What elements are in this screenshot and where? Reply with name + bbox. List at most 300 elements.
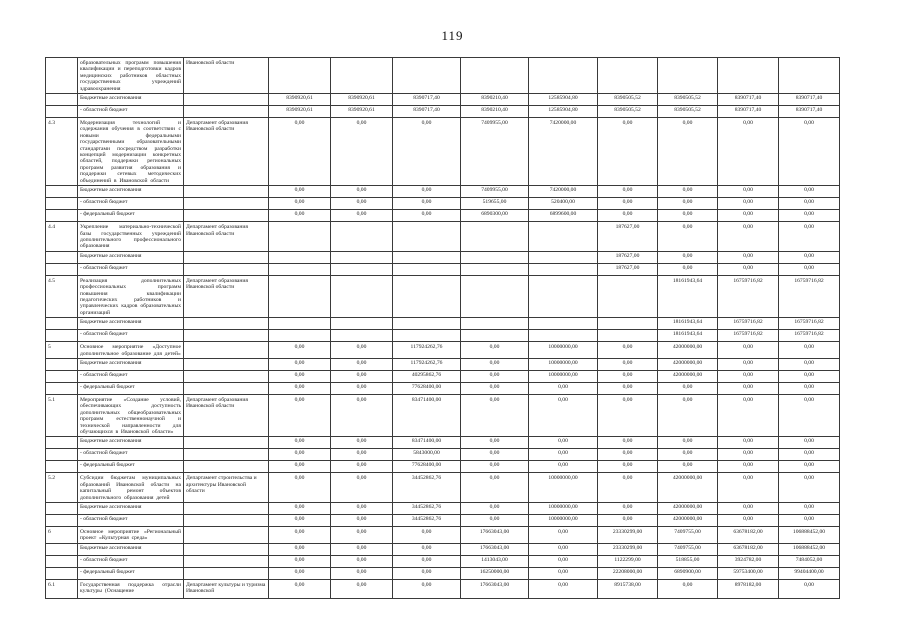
value-cell: 0,00 [598, 449, 658, 461]
activity-name-cell: Субсидии бюджетам муниципальных образований Ивановской области на капитальный ремонт объектов дополнительного образования детей [78, 473, 184, 503]
value-cell: 0,00 [779, 210, 840, 222]
value-cell [269, 222, 331, 252]
executor-cell: Ивановской области [184, 58, 269, 94]
value-cell: 34452862,76 [393, 473, 461, 503]
value-cell [393, 330, 461, 342]
budget-line-row [46, 94, 840, 106]
program-item-row [46, 579, 840, 598]
row-number-cell [46, 94, 78, 106]
value-cell: 0,00 [779, 370, 840, 382]
value-cell: 0,00 [658, 437, 718, 449]
value-cell [461, 58, 529, 94]
value-cell: 106888452,00 [779, 527, 840, 544]
row-number-cell [46, 358, 78, 370]
activity-name-cell: Основное мероприятие «Региональный проект «Культурная среда» [78, 527, 184, 544]
value-cell [393, 222, 461, 252]
value-cell: 0,00 [718, 342, 779, 359]
value-cell: 0,00 [658, 251, 718, 263]
value-cell: 63678182,00 [718, 543, 779, 555]
activity-name-cell: Модернизация технологий и содержания обучения в соответствии с новыми федеральными государственными образовательными стандартами посредством разработки концепций модернизации конкретных областей, поддержки региональных программ развития образования и поддержки сетевых методических объединений в Ивановской области [78, 118, 184, 186]
value-cell: 3924782,00 [718, 555, 779, 567]
value-cell: 0,00 [269, 527, 331, 544]
value-cell: 0,00 [529, 437, 598, 449]
value-cell: 0,00 [269, 118, 331, 186]
budget-line-label-cell: - областной бюджет [78, 198, 184, 210]
value-cell: 0,00 [529, 449, 598, 461]
executor-cell [184, 330, 269, 342]
activity-name-cell: Мероприятие «Создание условий, обеспечивающих доступность дополнительных общеобразовательных программ естественнонаучной и технической направленности для обучающихся в Ивановской области» [78, 394, 184, 436]
value-cell: 42000000,00 [658, 515, 718, 527]
value-cell [461, 318, 529, 330]
value-cell: 0,00 [461, 382, 529, 394]
budget-line-label-cell: - областной бюджет [78, 106, 184, 118]
value-cell [269, 275, 331, 317]
value-cell: 0,00 [269, 473, 331, 503]
value-cell [331, 251, 393, 263]
activity-name-cell: образовательных программ повышения квалификации и переподготовки кадров медицинских работников областных государственных учреждений здравоохранения [78, 58, 184, 94]
budget-line-row [46, 330, 840, 342]
value-cell: 0,00 [658, 210, 718, 222]
value-cell: 0,00 [331, 515, 393, 527]
value-cell: 7420000,00 [529, 186, 598, 198]
value-cell: 0,00 [331, 567, 393, 579]
value-cell: 0,00 [331, 579, 393, 598]
executor-cell [184, 449, 269, 461]
value-cell: 0,00 [461, 515, 529, 527]
value-cell: 77628400,00 [393, 382, 461, 394]
budget-line-label-cell: Бюджетные ассигнования [78, 437, 184, 449]
value-cell: 12585904,80 [529, 106, 598, 118]
value-cell: 10000000,00 [529, 503, 598, 515]
value-cell: 0,00 [269, 358, 331, 370]
activity-name-cell: Реализация дополнительных профессиональных программ повышения квалификации педагогических работников и управленческих кадров образовательных организаций [78, 275, 184, 317]
value-cell [461, 251, 529, 263]
row-number-cell: 5 [46, 342, 78, 359]
value-cell [393, 263, 461, 275]
value-cell: 0,00 [331, 394, 393, 436]
value-cell: 0,00 [718, 382, 779, 394]
program-item-row [46, 275, 840, 317]
program-item-row [46, 394, 840, 436]
value-cell: 0,00 [598, 394, 658, 436]
row-number-cell [46, 382, 78, 394]
value-cell: 0,00 [718, 370, 779, 382]
value-cell: 6890300,00 [461, 210, 529, 222]
value-cell: 7484052,00 [779, 555, 840, 567]
executor-cell [184, 106, 269, 118]
budget-line-row [46, 186, 840, 198]
value-cell: 7409755,00 [658, 527, 718, 544]
value-cell: 0,00 [331, 210, 393, 222]
value-cell: 0,00 [779, 579, 840, 598]
value-cell: 23330299,00 [598, 543, 658, 555]
value-cell: 0,00 [461, 370, 529, 382]
budget-line-row [46, 318, 840, 330]
value-cell: 0,00 [598, 358, 658, 370]
value-cell: 40295862,76 [393, 370, 461, 382]
executor-cell: Департамент образования Ивановской области [184, 222, 269, 252]
row-number-cell [46, 58, 78, 94]
value-cell: 0,00 [331, 503, 393, 515]
row-number-cell [46, 503, 78, 515]
value-cell: 0,00 [779, 186, 840, 198]
activity-name-cell: Укрепление материально-технической базы государственных учреждений дополнительного профессионального образования [78, 222, 184, 252]
budget-line-label-cell: - областной бюджет [78, 370, 184, 382]
value-cell: 0,00 [393, 198, 461, 210]
value-cell: 0,00 [779, 222, 840, 252]
value-cell: 0,00 [461, 358, 529, 370]
value-cell [461, 222, 529, 252]
value-cell [529, 58, 598, 94]
activity-name-cell: Государственная поддержка отрасли культуры (Оснащение [78, 579, 184, 598]
budget-line-row [46, 461, 840, 473]
value-cell: 0,00 [461, 449, 529, 461]
value-cell: 0,00 [529, 579, 598, 598]
value-cell: 0,00 [598, 186, 658, 198]
value-cell: 0,00 [331, 198, 393, 210]
value-cell: 5843000,00 [393, 449, 461, 461]
budget-line-label-cell: Бюджетные ассигнования [78, 503, 184, 515]
budget-line-label-cell: - областной бюджет [78, 555, 184, 567]
value-cell: 0,00 [269, 579, 331, 598]
budget-line-label-cell: - областной бюджет [78, 330, 184, 342]
value-cell: 0,00 [779, 515, 840, 527]
executor-cell [184, 382, 269, 394]
value-cell: 0,00 [269, 437, 331, 449]
program-item-row [46, 342, 840, 359]
program-item-row [46, 222, 840, 252]
value-cell: 8390717,40 [779, 94, 840, 106]
row-number-cell [46, 567, 78, 579]
value-cell [529, 251, 598, 263]
value-cell: 10000000,00 [529, 342, 598, 359]
value-cell: 0,00 [779, 449, 840, 461]
value-cell: 0,00 [779, 118, 840, 186]
value-cell: 117924262,76 [393, 342, 461, 359]
value-cell: 7420000,00 [529, 118, 598, 186]
value-cell: 0,00 [598, 342, 658, 359]
executor-cell: Департамент строительства и архитектуры Ивановской области [184, 473, 269, 503]
row-number-cell [46, 370, 78, 382]
value-cell: 0,00 [269, 515, 331, 527]
value-cell: 16759716,82 [718, 318, 779, 330]
value-cell: 0,00 [718, 222, 779, 252]
value-cell: 0,00 [461, 473, 529, 503]
value-cell: 0,00 [658, 198, 718, 210]
budget-line-label-cell: - федеральный бюджет [78, 461, 184, 473]
value-cell: 42000000,00 [658, 358, 718, 370]
executor-cell [184, 198, 269, 210]
program-item-row [46, 527, 840, 544]
program-item-row [46, 58, 840, 94]
value-cell: 7409955,00 [461, 186, 529, 198]
row-number-cell [46, 210, 78, 222]
value-cell: 0,00 [779, 382, 840, 394]
value-cell [393, 318, 461, 330]
value-cell: 0,00 [331, 461, 393, 473]
value-cell: 0,00 [269, 555, 331, 567]
budget-line-label-cell: - областной бюджет [78, 263, 184, 275]
value-cell: 8390920,61 [331, 106, 393, 118]
value-cell: 8390505,52 [598, 94, 658, 106]
value-cell: 0,00 [779, 358, 840, 370]
value-cell: 0,00 [393, 527, 461, 544]
page-number: 119 [441, 28, 464, 43]
value-cell: 0,00 [269, 186, 331, 198]
value-cell: 0,00 [658, 263, 718, 275]
value-cell: 0,00 [461, 437, 529, 449]
value-cell: 0,00 [331, 473, 393, 503]
value-cell: 0,00 [393, 210, 461, 222]
value-cell: 520400,00 [529, 198, 598, 210]
value-cell: 0,00 [269, 461, 331, 473]
budget-line-row [46, 555, 840, 567]
value-cell: 6890900,00 [658, 567, 718, 579]
value-cell: 10000000,00 [529, 358, 598, 370]
executor-cell [184, 461, 269, 473]
value-cell: 0,00 [331, 186, 393, 198]
value-cell: 16759716,82 [718, 330, 779, 342]
value-cell: 16250000,00 [461, 567, 529, 579]
budget-line-row [46, 106, 840, 118]
value-cell: 0,00 [718, 394, 779, 436]
value-cell: 8390920,61 [269, 94, 331, 106]
value-cell: 0,00 [718, 198, 779, 210]
value-cell: 0,00 [598, 473, 658, 503]
budget-line-row [46, 437, 840, 449]
executor-cell [184, 503, 269, 515]
row-number-cell: 4.4 [46, 222, 78, 252]
value-cell: 0,00 [529, 461, 598, 473]
budget-line-label-cell: - областной бюджет [78, 449, 184, 461]
row-number-cell: 6 [46, 527, 78, 544]
value-cell: 8390717,40 [393, 94, 461, 106]
value-cell: 0,00 [718, 473, 779, 503]
budget-line-row [46, 198, 840, 210]
row-number-cell [46, 515, 78, 527]
value-cell: 0,00 [269, 543, 331, 555]
value-cell: 83471400,00 [393, 394, 461, 436]
value-cell: 8390920,61 [331, 94, 393, 106]
executor-cell: Департамент культуры и туризма Ивановской [184, 579, 269, 598]
value-cell: 18161943,64 [658, 330, 718, 342]
value-cell: 16759716,82 [779, 318, 840, 330]
value-cell: 83471400,00 [393, 437, 461, 449]
row-number-cell: 5.2 [46, 473, 78, 503]
value-cell: 0,00 [393, 186, 461, 198]
budget-line-row [46, 567, 840, 579]
budget-line-label-cell: Бюджетные ассигнования [78, 318, 184, 330]
row-number-cell [46, 318, 78, 330]
value-cell: 0,00 [718, 263, 779, 275]
value-cell [598, 275, 658, 317]
value-cell: 0,00 [529, 543, 598, 555]
executor-cell [184, 318, 269, 330]
value-cell: 117924262,76 [393, 358, 461, 370]
value-cell: 0,00 [718, 186, 779, 198]
value-cell: 0,00 [598, 370, 658, 382]
executor-cell: Департамент образования Ивановской области [184, 275, 269, 317]
value-cell: 6899600,00 [529, 210, 598, 222]
value-cell: 0,00 [331, 449, 393, 461]
value-cell [529, 275, 598, 317]
value-cell: 0,00 [269, 198, 331, 210]
row-number-cell [46, 263, 78, 275]
executor-cell [184, 437, 269, 449]
row-number-cell [46, 461, 78, 473]
budget-line-label-cell: Бюджетные ассигнования [78, 186, 184, 198]
value-cell: 187627,00 [598, 263, 658, 275]
value-cell: 1413043,00 [461, 555, 529, 567]
value-cell: 8390210,40 [461, 94, 529, 106]
value-cell: 0,00 [658, 461, 718, 473]
value-cell [331, 58, 393, 94]
value-cell: 10000000,00 [529, 370, 598, 382]
value-cell: 22208000,00 [598, 567, 658, 579]
executor-cell [184, 263, 269, 275]
value-cell [598, 318, 658, 330]
value-cell: 34452862,76 [393, 515, 461, 527]
value-cell [331, 330, 393, 342]
budget-line-label-cell: - федеральный бюджет [78, 567, 184, 579]
value-cell: 8390717,40 [718, 94, 779, 106]
budget-line-label-cell: Бюджетные ассигнования [78, 358, 184, 370]
budget-line-row [46, 543, 840, 555]
budget-line-row [46, 382, 840, 394]
value-cell [269, 263, 331, 275]
value-cell: 0,00 [598, 210, 658, 222]
value-cell: 0,00 [598, 437, 658, 449]
value-cell: 0,00 [393, 118, 461, 186]
value-cell: 8390717,40 [718, 106, 779, 118]
value-cell: 106888452,00 [779, 543, 840, 555]
value-cell: 0,00 [331, 437, 393, 449]
value-cell: 0,00 [598, 382, 658, 394]
value-cell: 0,00 [529, 567, 598, 579]
row-number-cell: 5.1 [46, 394, 78, 436]
row-number-cell [46, 449, 78, 461]
value-cell [598, 330, 658, 342]
value-cell: 0,00 [658, 118, 718, 186]
budget-line-label-cell: Бюджетные ассигнования [78, 251, 184, 263]
budget-line-row [46, 251, 840, 263]
value-cell: 8390505,52 [598, 106, 658, 118]
value-cell: 99404400,00 [779, 567, 840, 579]
executor-cell [184, 515, 269, 527]
row-number-cell [46, 198, 78, 210]
value-cell [331, 263, 393, 275]
value-cell: 0,00 [269, 567, 331, 579]
value-cell: 0,00 [269, 210, 331, 222]
value-cell: 0,00 [461, 394, 529, 436]
value-cell: 16759716,82 [779, 330, 840, 342]
value-cell: 0,00 [393, 543, 461, 555]
value-cell [269, 330, 331, 342]
budget-line-row [46, 503, 840, 515]
value-cell: 0,00 [269, 503, 331, 515]
value-cell: 0,00 [331, 370, 393, 382]
budget-line-row [46, 210, 840, 222]
budget-table-body [46, 58, 840, 599]
row-number-cell [46, 543, 78, 555]
budget-line-row [46, 515, 840, 527]
value-cell: 0,00 [779, 503, 840, 515]
value-cell: 77628400,00 [393, 461, 461, 473]
value-cell: 10000000,00 [529, 515, 598, 527]
value-cell: 12585904,80 [529, 94, 598, 106]
row-number-cell [46, 330, 78, 342]
value-cell: 8390717,40 [779, 106, 840, 118]
executor-cell [184, 94, 269, 106]
value-cell: 42000000,00 [658, 473, 718, 503]
value-cell: 34452862,76 [393, 503, 461, 515]
executor-cell [184, 527, 269, 544]
executor-cell [184, 555, 269, 567]
value-cell [461, 330, 529, 342]
value-cell: 17663043,00 [461, 527, 529, 544]
value-cell: 0,00 [529, 382, 598, 394]
value-cell: 0,00 [269, 342, 331, 359]
value-cell [269, 251, 331, 263]
value-cell: 0,00 [331, 382, 393, 394]
budget-line-row [46, 370, 840, 382]
budget-line-label-cell: - областной бюджет [78, 515, 184, 527]
value-cell [393, 275, 461, 317]
value-cell: 518855,00 [658, 555, 718, 567]
value-cell: 0,00 [779, 437, 840, 449]
value-cell: 16759716,82 [718, 275, 779, 317]
value-cell: 8390717,40 [393, 106, 461, 118]
value-cell [393, 58, 461, 94]
value-cell: 59753400,00 [718, 567, 779, 579]
budget-line-row [46, 358, 840, 370]
value-cell: 8978182,00 [718, 579, 779, 598]
value-cell: 0,00 [269, 382, 331, 394]
value-cell: 0,00 [529, 394, 598, 436]
value-cell: 0,00 [598, 118, 658, 186]
value-cell [718, 58, 779, 94]
value-cell: 0,00 [779, 263, 840, 275]
executor-cell: Департамент образования Ивановской области [184, 118, 269, 186]
value-cell: 0,00 [658, 394, 718, 436]
value-cell: 187627,00 [598, 251, 658, 263]
executor-cell [184, 186, 269, 198]
executor-cell [184, 567, 269, 579]
value-cell: 42000000,00 [658, 342, 718, 359]
value-cell: 0,00 [598, 503, 658, 515]
value-cell: 0,00 [598, 461, 658, 473]
value-cell: 0,00 [718, 358, 779, 370]
value-cell [461, 263, 529, 275]
value-cell: 0,00 [718, 118, 779, 186]
value-cell [269, 58, 331, 94]
executor-cell [184, 358, 269, 370]
value-cell: 8390505,52 [658, 94, 718, 106]
value-cell: 0,00 [779, 198, 840, 210]
value-cell: 0,00 [461, 503, 529, 515]
value-cell: 0,00 [658, 579, 718, 598]
value-cell: 8390505,52 [658, 106, 718, 118]
value-cell: 0,00 [331, 527, 393, 544]
value-cell [658, 58, 718, 94]
value-cell [331, 222, 393, 252]
value-cell: 17663043,00 [461, 579, 529, 598]
value-cell: 0,00 [529, 555, 598, 567]
value-cell: 0,00 [658, 449, 718, 461]
value-cell: 7409955,00 [461, 118, 529, 186]
program-item-row [46, 118, 840, 186]
value-cell: 10000000,00 [529, 473, 598, 503]
